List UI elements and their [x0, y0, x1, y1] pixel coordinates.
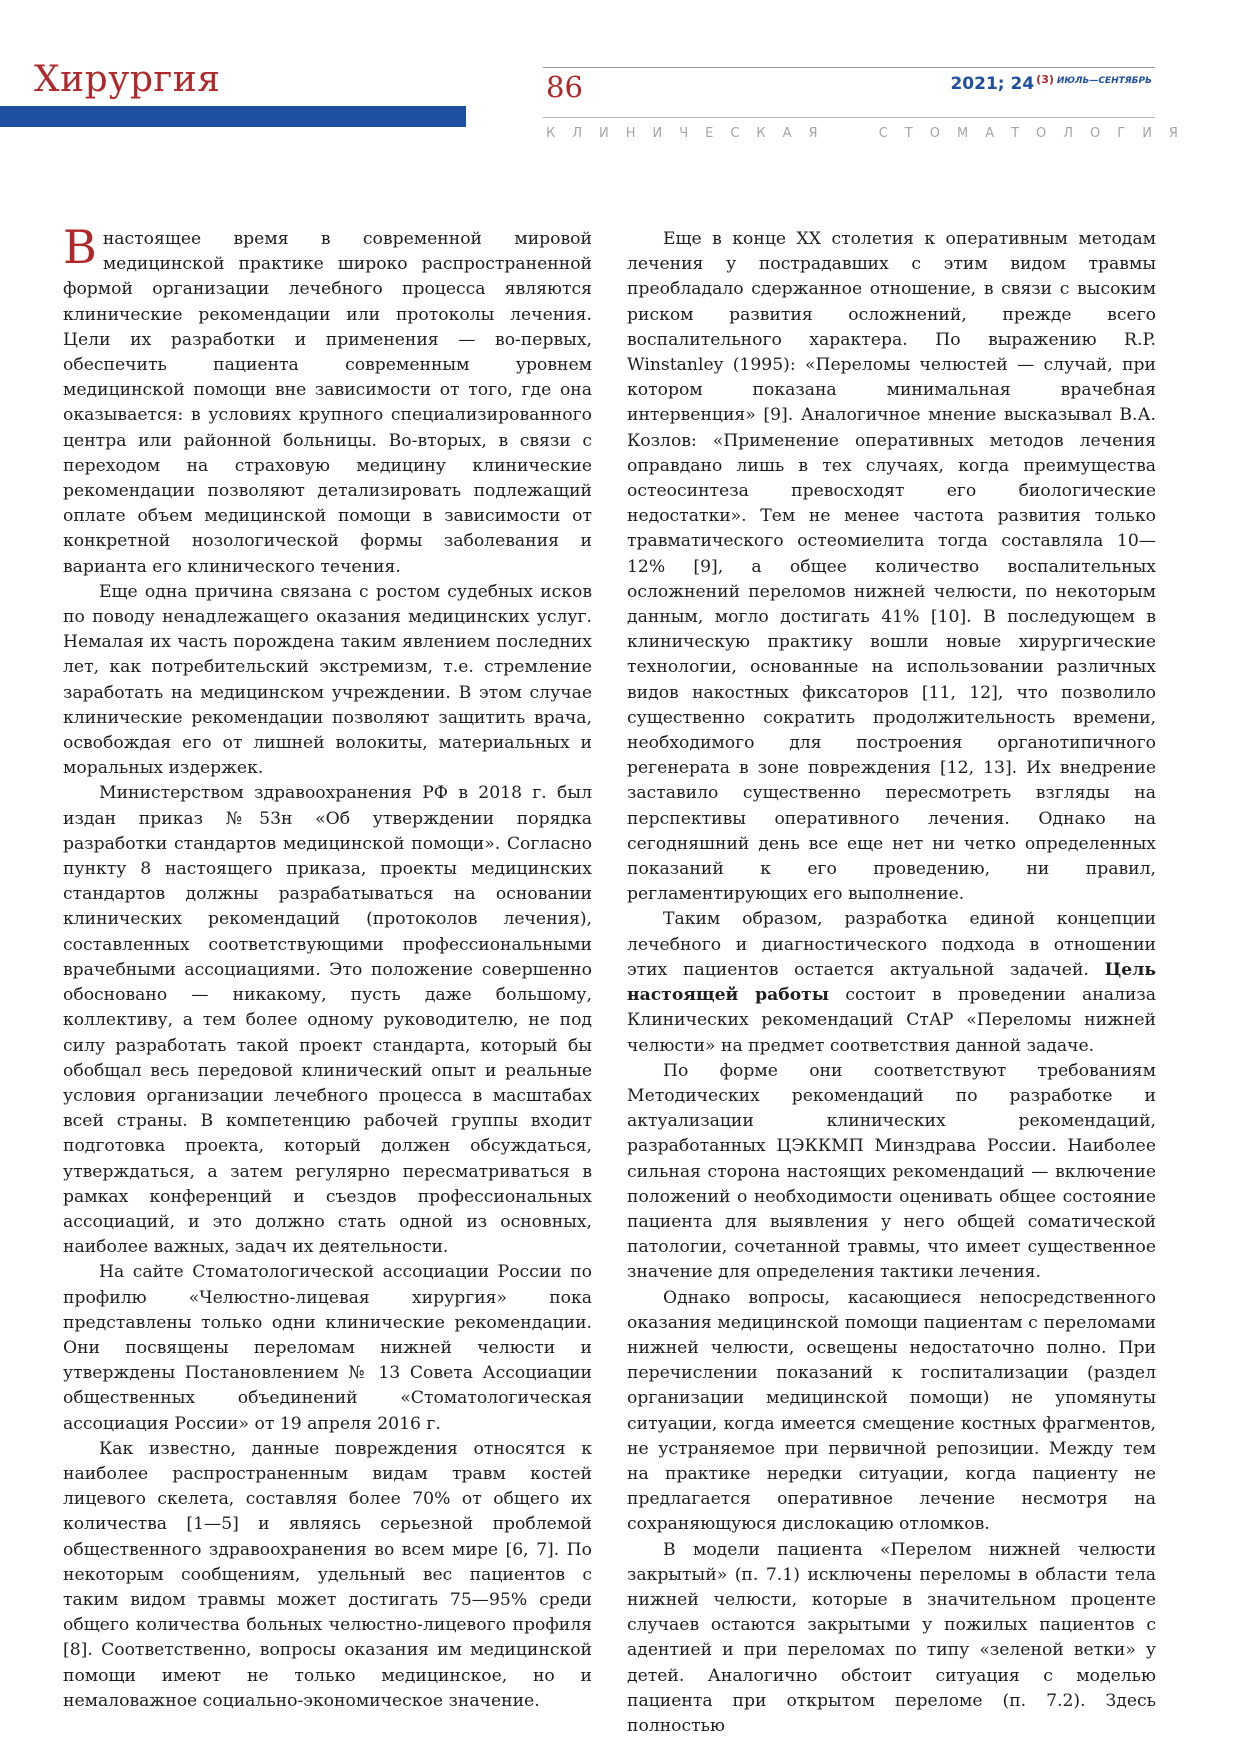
section-title: Хирургия — [34, 59, 221, 100]
right-column — [627, 227, 1156, 1739]
paragraph-text: настоящее время в современной мировой медицинской практике широко распространенной формой организации лечебного процесса являются клинические рекомендации или протоколы лечения. Цели их разработки и применения — во-первых, обеспечить пациента современным уровнем медицинской помощи вне зависимости от того, где она оказывается: в условиях крупного специализированного центра или районной больницы. Во-вторых, в связи с переходом на страховую медицину клинические рекомендации позволяют детализировать подлежащий оплате объем медицинской помощи в зависимости от конкретной нозологической формы заболевания и варианта его клинического течения. — [63, 229, 592, 577]
paragraph: На сайте Стоматологической ассоциации России по профилю «Челюстно-лицевая хирургия» пока представлены только одни клинические рекомендации. Они посвящены переломам нижней челюсти и утверждены Постановлением № 13 Совета Ассоциации общественных объединений «Стоматологическая ассоциация России» от 19 апреля 2016 г. — [63, 1262, 592, 1434]
paragraph-text: Таким образом, разработка единой концепции лечебного и диагностического подхода в отношении этих пациентов остается актуальной задачей. — [627, 909, 1156, 980]
paragraph: Еще одна причина связана с ростом судебных исков по поводу ненадлежащего оказания медицинских услуг. Немалая их часть порождена таким явлением последних лет, как потребительский экстремизм, т.е. стремление заработать на медицинском учреждении. В этом случае клинические рекомендации позволяют защитить врача, освобождая его от лишней волокиты, материальных и моральных издержек. — [63, 581, 592, 779]
journal-months: ИЮЛЬ—СЕНТЯБРЬ — [1056, 76, 1152, 86]
journal-name — [546, 126, 1195, 141]
journal-issue — [950, 73, 1152, 94]
journal-year-volume: 2021; 24 — [950, 74, 1035, 94]
paragraph: Однако вопросы, касающиеся непосредственного оказания медицинской помощи пациентам с переломами нижней челюсти, освещены недостаточно полно. При перечислении показаний к госпитализации (раздел организации медицинской помощи) не упомянуты ситуации, когда имеется смещение костных фрагментов, не устраняемое при первичной репозиции. Между тем на практике нередки ситуации, когда пациенту не предлагается оперативное лечение несмотря на сохраняющуюся дислокацию отломков. — [627, 1287, 1156, 1535]
left-column — [63, 220, 592, 1714]
paragraph — [627, 907, 1156, 1058]
paragraph: Министерством здравоохранения РФ в 2018 г. был издан приказ №53н «Об утверждении порядка разработки стандартов медицинской помощи». Согласно пункту 8 настоящего приказа, проекты медицинских стандартов должны разрабатываться на основании клинических рекомендаций (протоколов лечения), составленных соответствующими профессиональными врачебными ассоциациями. Это положение совершенно обосновано — никакому, пусть даже большому, коллективу, а тем более одному руководителю, не под силу разработать такой проект стандарта, который бы обобщал весь передовой клинический опыт и реальные условия организации лечебного процесса в масштабах всей страны. В компетенцию рабочей группы входит подготовка проекта, который должен обсуждаться, утверждаться, а затем регулярно пересматриваться в рамках конференций и съездов профессиональных ассоциаций, и это должно стать одной из основных, наиболее важных, задач их деятельности. — [63, 783, 592, 1258]
paragraph — [63, 220, 592, 580]
paragraph-text: состоит в проведении анализа Клинических рекомендаций СтАР «Переломы нижней челюсти» на предмет соответствия данной задаче. — [627, 985, 1156, 1056]
header-rule-bottom — [543, 117, 1155, 118]
paragraph: Еще в конце XX столетия к оперативным методам лечения у пострадавших с этим видом травмы преобладало сдержанное отношение, в связи с высоким риском развития осложнений, прежде всего воспалительного характера. По выражению R.P. Winstanley (1995): «Переломы челюстей — случай, при котором показана минимальная врачебная интервенция» [9]. Аналогичное мнение высказывал В.А. Козлов: «Применение оперативных методов лечения оправдано лишь в тех случаях, когда преимущества остеосинтеза превосходят его биологические недостатки». Тем не менее частота развития только травматического остеомиелита тогда составляла 10—12% [9], а общее количество воспалительных осложнений переломов нижней челюсти, по некоторым данным, могло достигать 41% [10]. В последующем в клиническую практику вошли новые хирургические технологии, основанные на использовании различных видов накостных фиксаторов [11, 12], что позволило существенно сократить продолжительность времени, необходимого для построения органотипичного регенерата в зоне повреждения [12, 13]. Их внедрение заставило существенно пересмотреть взгляды на перспективы оперативного лечения. Однако на сегодняшний день все еще нет ни четко определенных показаний к его проведению, ни правил, регламентирующих его выполнение. — [627, 229, 1156, 905]
drop-cap: В — [63, 220, 97, 274]
journal-name-word-1: КЛИНИЧЕСКАЯ — [546, 126, 835, 141]
journal-issue-number: (3) — [1036, 73, 1054, 86]
header-rule-top — [543, 67, 1155, 68]
journal-name-word-2: СТОМАТОЛОГИЯ — [878, 126, 1195, 141]
bold-phrase: Цель настоящей работы — [627, 959, 1156, 1006]
paragraph: В модели пациента «Перелом нижней челюсти закрытый» (п. 7.1) исключены переломы в области тела нижней челюсти, которые в значительном проценте случаев остаются закрытыми у пожилых пациентов с адентией и при переломах по типу «зеленой ветки» у детей. Аналогично обстоит ситуация с моделью пациента при открытом переломе (п. 7.2). Здесь полностью — [627, 1539, 1156, 1736]
paragraph: По форме они соответствуют требованиям Методических рекомендаций по разработке и актуализации клинических рекомендаций, разработанных ЦЭККМП Минздрава России. Наиболее сильная сторона настоящих рекомендаций — включение положений о необходимости оценивать общее состояние пациента для выявления у него общей соматической патологии, сочетанной травмы, что имеет существенное значение для определения тактики лечения. — [627, 1060, 1156, 1283]
paragraph: Как известно, данные повреждения относятся к наиболее распространенным видам травм костей лицевого скелета, составляя более 70% от общего их количества [1—5] и являясь серьезной проблемой общественного здравоохранения во всем мире [6, 7]. По некоторым сообщениям, удельный вес пациентов с таким видом травмы может достигать 75—95% среди общего количества больных челюстно-лицевого профиля [8]. Соответственно, вопросы оказания им медицинской помощи имеют не только медицинское, но и немаловажное социально-экономическое значение. — [63, 1438, 592, 1711]
header-color-bar — [0, 106, 466, 127]
page-number: 86 — [546, 70, 583, 104]
